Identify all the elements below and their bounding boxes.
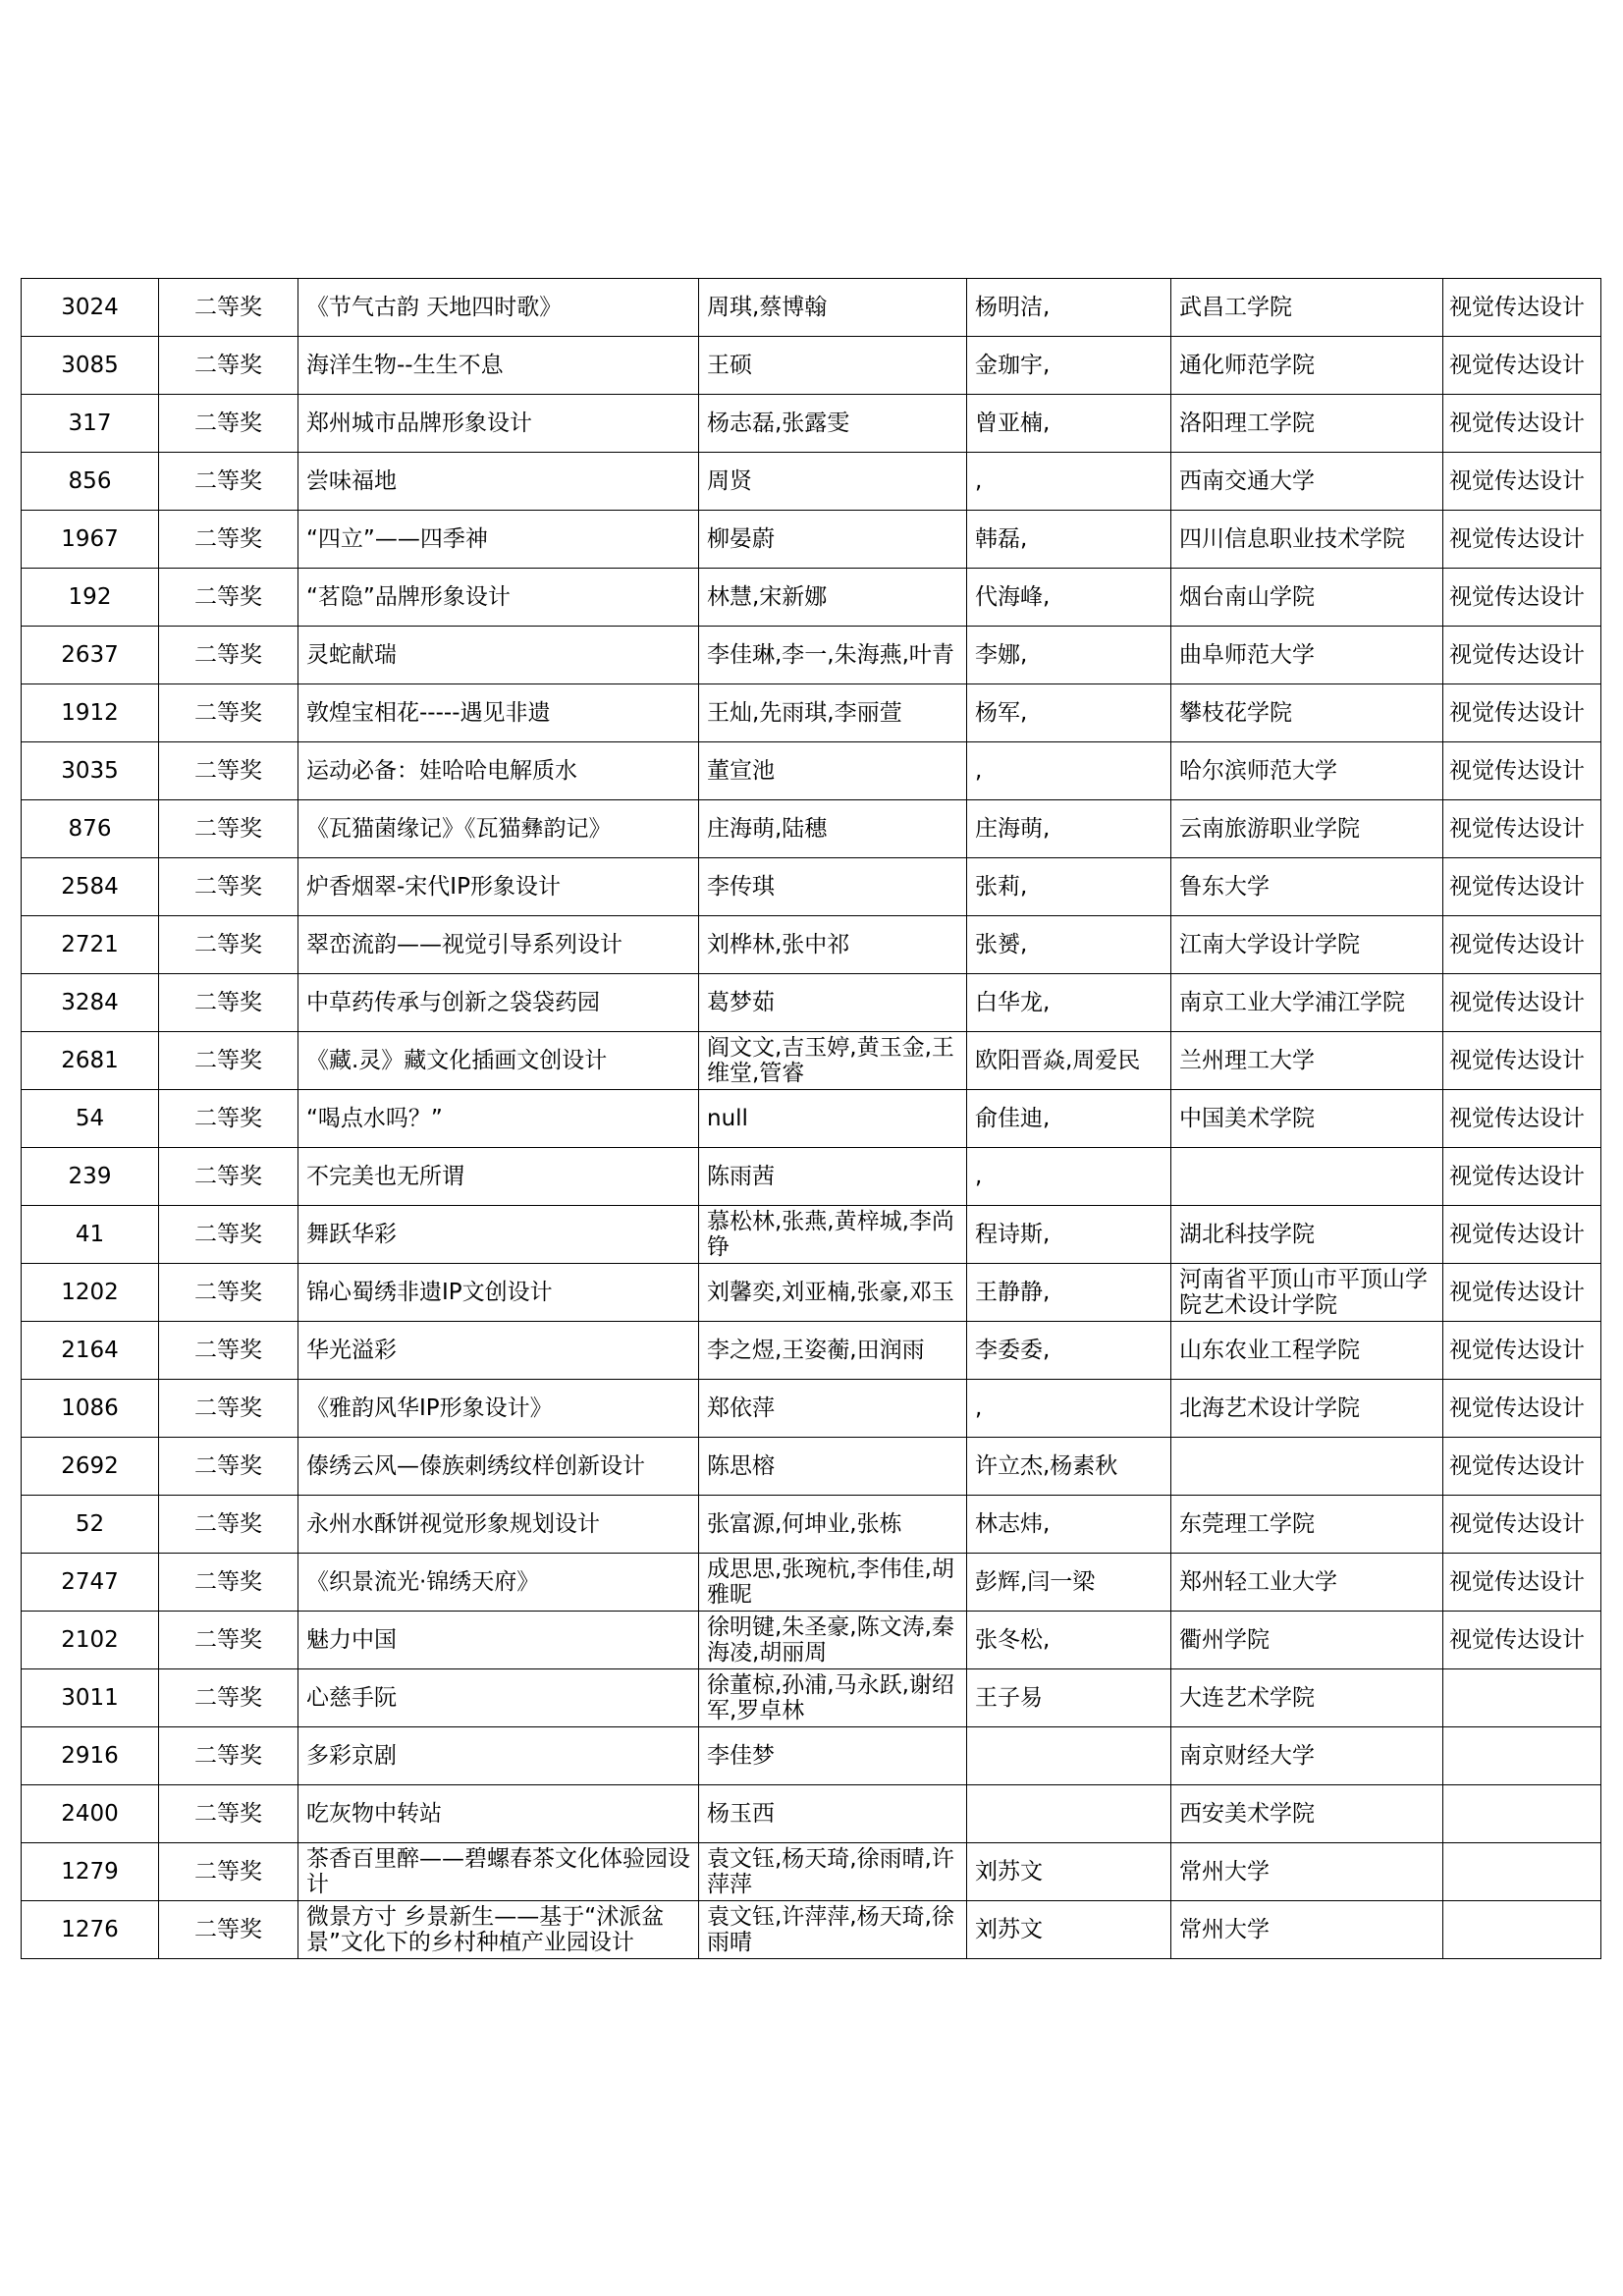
advisors-cell: 韩磊, xyxy=(967,511,1171,569)
advisors-cell: 曾亚楠, xyxy=(967,395,1171,453)
school-cell: 西安美术学院 xyxy=(1171,1785,1443,1843)
authors-cell: 葛梦茹 xyxy=(699,974,967,1032)
entry-id-cell: 3085 xyxy=(22,337,159,395)
entry-id-cell: 2916 xyxy=(22,1727,159,1785)
authors-cell: 袁文钰,杨天琦,徐雨晴,许萍萍 xyxy=(699,1843,967,1901)
authors-cell: 慕松林,张燕,黄梓城,李尚铮 xyxy=(699,1206,967,1264)
award-level-cell: 二等奖 xyxy=(159,916,298,974)
award-level-cell: 二等奖 xyxy=(159,1264,298,1322)
award-level-cell: 二等奖 xyxy=(159,1032,298,1090)
category-cell xyxy=(1443,1727,1601,1785)
category-cell: 视觉传达设计 xyxy=(1443,742,1601,800)
category-cell: 视觉传达设计 xyxy=(1443,1612,1601,1669)
school-cell: 兰州理工大学 xyxy=(1171,1032,1443,1090)
table-row xyxy=(22,453,1601,511)
advisors-cell: 张莉, xyxy=(967,858,1171,916)
table-row xyxy=(22,1669,1601,1727)
school-cell: 云南旅游职业学院 xyxy=(1171,800,1443,858)
work-title-cell: “茗隐”品牌形象设计 xyxy=(298,569,699,627)
entry-id-cell: 2584 xyxy=(22,858,159,916)
advisors-cell: 杨明洁, xyxy=(967,279,1171,337)
authors-cell: 李传琪 xyxy=(699,858,967,916)
advisors-cell: 张冬松, xyxy=(967,1612,1171,1669)
table-row xyxy=(22,1901,1601,1959)
award-level-cell: 二等奖 xyxy=(159,1496,298,1554)
category-cell: 视觉传达设计 xyxy=(1443,1380,1601,1438)
school-cell: 洛阳理工学院 xyxy=(1171,395,1443,453)
table-row xyxy=(22,395,1601,453)
award-level-cell: 二等奖 xyxy=(159,974,298,1032)
entry-id-cell: 2721 xyxy=(22,916,159,974)
work-title-cell: 魅力中国 xyxy=(298,1612,699,1669)
table-row xyxy=(22,916,1601,974)
advisors-cell: 庄海萌, xyxy=(967,800,1171,858)
advisors-cell: 杨军, xyxy=(967,684,1171,742)
authors-cell: 陈思榕 xyxy=(699,1438,967,1496)
table-row xyxy=(22,1322,1601,1380)
advisors-cell: 欧阳晋焱,周爱民 xyxy=(967,1032,1171,1090)
work-title-cell: 心慈手阮 xyxy=(298,1669,699,1727)
advisors-cell: 程诗斯, xyxy=(967,1206,1171,1264)
table-row xyxy=(22,974,1601,1032)
table-row xyxy=(22,1785,1601,1843)
work-title-cell: 永州水酥饼视觉形象规划设计 xyxy=(298,1496,699,1554)
work-title-cell: 不完美也无所谓 xyxy=(298,1148,699,1206)
category-cell: 视觉传达设计 xyxy=(1443,800,1601,858)
category-cell: 视觉传达设计 xyxy=(1443,1264,1601,1322)
authors-cell: 李佳梦 xyxy=(699,1727,967,1785)
work-title-cell: 《雅韵风华IP形象设计》 xyxy=(298,1380,699,1438)
table-row xyxy=(22,1380,1601,1438)
entry-id-cell: 1202 xyxy=(22,1264,159,1322)
award-level-cell: 二等奖 xyxy=(159,1785,298,1843)
work-title-cell: “四立”——四季神 xyxy=(298,511,699,569)
school-cell: 河南省平顶山市平顶山学院艺术设计学院 xyxy=(1171,1264,1443,1322)
category-cell: 视觉传达设计 xyxy=(1443,337,1601,395)
category-cell: 视觉传达设计 xyxy=(1443,1322,1601,1380)
authors-cell: 杨志磊,张露雯 xyxy=(699,395,967,453)
category-cell: 视觉传达设计 xyxy=(1443,1206,1601,1264)
authors-cell: 庄海萌,陆穗 xyxy=(699,800,967,858)
authors-cell: 郑依萍 xyxy=(699,1380,967,1438)
category-cell: 视觉传达设计 xyxy=(1443,684,1601,742)
work-title-cell: 《瓦猫菌缘记》《瓦猫彝韵记》 xyxy=(298,800,699,858)
school-cell: 衢州学院 xyxy=(1171,1612,1443,1669)
work-title-cell: 锦心蜀绣非遗IP文创设计 xyxy=(298,1264,699,1322)
school-cell: 鲁东大学 xyxy=(1171,858,1443,916)
award-level-cell: 二等奖 xyxy=(159,1669,298,1727)
school-cell: 常州大学 xyxy=(1171,1843,1443,1901)
category-cell: 视觉传达设计 xyxy=(1443,569,1601,627)
award-level-cell: 二等奖 xyxy=(159,453,298,511)
award-level-cell: 二等奖 xyxy=(159,742,298,800)
authors-cell: 王硕 xyxy=(699,337,967,395)
advisors-cell: 许立杰,杨素秋 xyxy=(967,1438,1171,1496)
category-cell xyxy=(1443,1901,1601,1959)
authors-cell: 李佳琳,李一,朱海燕,叶青 xyxy=(699,627,967,684)
entry-id-cell: 1279 xyxy=(22,1843,159,1901)
work-title-cell: “喝点水吗？” xyxy=(298,1090,699,1148)
category-cell: 视觉传达设计 xyxy=(1443,1090,1601,1148)
advisors-cell: 俞佳迪, xyxy=(967,1090,1171,1148)
school-cell: 山东农业工程学院 xyxy=(1171,1322,1443,1380)
table-row xyxy=(22,1090,1601,1148)
category-cell: 视觉传达设计 xyxy=(1443,974,1601,1032)
school-cell: 常州大学 xyxy=(1171,1901,1443,1959)
school-cell: 南京工业大学浦江学院 xyxy=(1171,974,1443,1032)
table-row xyxy=(22,1206,1601,1264)
table-row xyxy=(22,279,1601,337)
work-title-cell: 舞跃华彩 xyxy=(298,1206,699,1264)
category-cell: 视觉传达设计 xyxy=(1443,511,1601,569)
authors-cell: 徐董椋,孙浦,马永跃,谢绍军,罗卓林 xyxy=(699,1669,967,1727)
authors-cell: 成思思,张琬杭,李伟佳,胡雅昵 xyxy=(699,1554,967,1612)
authors-cell: 董宣池 xyxy=(699,742,967,800)
table-row xyxy=(22,684,1601,742)
advisors-cell: 张赟, xyxy=(967,916,1171,974)
award-level-cell: 二等奖 xyxy=(159,569,298,627)
award-level-cell: 二等奖 xyxy=(159,1206,298,1264)
category-cell: 视觉传达设计 xyxy=(1443,1496,1601,1554)
entry-id-cell: 54 xyxy=(22,1090,159,1148)
table-row xyxy=(22,1843,1601,1901)
entry-id-cell: 192 xyxy=(22,569,159,627)
school-cell: 大连艺术学院 xyxy=(1171,1669,1443,1727)
authors-cell: 刘馨奕,刘亚楠,张豪,邓玉 xyxy=(699,1264,967,1322)
entry-id-cell: 41 xyxy=(22,1206,159,1264)
category-cell: 视觉传达设计 xyxy=(1443,279,1601,337)
work-title-cell: 灵蛇献瑞 xyxy=(298,627,699,684)
entry-id-cell: 2102 xyxy=(22,1612,159,1669)
entry-id-cell: 2681 xyxy=(22,1032,159,1090)
award-level-cell: 二等奖 xyxy=(159,1901,298,1959)
school-cell: 哈尔滨师范大学 xyxy=(1171,742,1443,800)
school-cell: 西南交通大学 xyxy=(1171,453,1443,511)
advisors-cell: , xyxy=(967,453,1171,511)
school-cell xyxy=(1171,1148,1443,1206)
award-level-cell: 二等奖 xyxy=(159,1554,298,1612)
award-level-cell: 二等奖 xyxy=(159,1148,298,1206)
authors-cell: 袁文钰,许萍萍,杨天琦,徐雨晴 xyxy=(699,1901,967,1959)
school-cell: 通化师范学院 xyxy=(1171,337,1443,395)
school-cell: 曲阜师范大学 xyxy=(1171,627,1443,684)
school-cell xyxy=(1171,1438,1443,1496)
advisors-cell: 林志炜, xyxy=(967,1496,1171,1554)
category-cell xyxy=(1443,1843,1601,1901)
awards-table xyxy=(21,278,1601,1959)
entry-id-cell: 1967 xyxy=(22,511,159,569)
advisors-cell: , xyxy=(967,1380,1171,1438)
authors-cell: 林慧,宋新娜 xyxy=(699,569,967,627)
category-cell: 视觉传达设计 xyxy=(1443,1032,1601,1090)
advisors-cell: 彭辉,闫一梁 xyxy=(967,1554,1171,1612)
category-cell: 视觉传达设计 xyxy=(1443,627,1601,684)
advisors-cell: 刘苏文 xyxy=(967,1901,1171,1959)
table-row xyxy=(22,800,1601,858)
work-title-cell: 炉香烟翠-宋代IP形象设计 xyxy=(298,858,699,916)
category-cell: 视觉传达设计 xyxy=(1443,858,1601,916)
table-row xyxy=(22,627,1601,684)
table-row xyxy=(22,511,1601,569)
table-row xyxy=(22,1496,1601,1554)
category-cell xyxy=(1443,1669,1601,1727)
entry-id-cell: 3284 xyxy=(22,974,159,1032)
entry-id-cell: 856 xyxy=(22,453,159,511)
award-level-cell: 二等奖 xyxy=(159,858,298,916)
advisors-cell: 金珈宇, xyxy=(967,337,1171,395)
entry-id-cell: 3024 xyxy=(22,279,159,337)
award-level-cell: 二等奖 xyxy=(159,800,298,858)
authors-cell: 柳晏蔚 xyxy=(699,511,967,569)
award-level-cell: 二等奖 xyxy=(159,279,298,337)
award-level-cell: 二等奖 xyxy=(159,1843,298,1901)
table-row xyxy=(22,1727,1601,1785)
category-cell: 视觉传达设计 xyxy=(1443,395,1601,453)
table-row xyxy=(22,1148,1601,1206)
work-title-cell: 尝味福地 xyxy=(298,453,699,511)
work-title-cell: 《织景流光·锦绣天府》 xyxy=(298,1554,699,1612)
advisors-cell: , xyxy=(967,742,1171,800)
work-title-cell: 多彩京剧 xyxy=(298,1727,699,1785)
work-title-cell: 茶香百里醉——碧螺春茶文化体验园设计 xyxy=(298,1843,699,1901)
entry-id-cell: 876 xyxy=(22,800,159,858)
authors-cell: 王灿,先雨琪,李丽萱 xyxy=(699,684,967,742)
authors-cell: 刘桦林,张中祁 xyxy=(699,916,967,974)
work-title-cell: 郑州城市品牌形象设计 xyxy=(298,395,699,453)
table-row xyxy=(22,337,1601,395)
school-cell: 中国美术学院 xyxy=(1171,1090,1443,1148)
advisors-cell: 王静静, xyxy=(967,1264,1171,1322)
authors-cell: 李之煜,王姿蘅,田润雨 xyxy=(699,1322,967,1380)
school-cell: 烟台南山学院 xyxy=(1171,569,1443,627)
authors-cell: 徐明键,朱圣豪,陈文涛,秦海凌,胡丽周 xyxy=(699,1612,967,1669)
work-title-cell: 《藏.灵》藏文化插画文创设计 xyxy=(298,1032,699,1090)
award-level-cell: 二等奖 xyxy=(159,1612,298,1669)
entry-id-cell: 52 xyxy=(22,1496,159,1554)
table-row xyxy=(22,1438,1601,1496)
entry-id-cell: 2747 xyxy=(22,1554,159,1612)
entry-id-cell: 3035 xyxy=(22,742,159,800)
school-cell: 南京财经大学 xyxy=(1171,1727,1443,1785)
award-level-cell: 二等奖 xyxy=(159,1727,298,1785)
table-row xyxy=(22,1264,1601,1322)
entry-id-cell: 1276 xyxy=(22,1901,159,1959)
authors-cell: null xyxy=(699,1090,967,1148)
award-level-cell: 二等奖 xyxy=(159,511,298,569)
authors-cell: 陈雨茜 xyxy=(699,1148,967,1206)
category-cell xyxy=(1443,1785,1601,1843)
advisors-cell: 刘苏文 xyxy=(967,1843,1171,1901)
work-title-cell: 微景方寸 乡景新生——基于“沭派盆景”文化下的乡村种植产业园设计 xyxy=(298,1901,699,1959)
award-level-cell: 二等奖 xyxy=(159,1438,298,1496)
category-cell: 视觉传达设计 xyxy=(1443,1554,1601,1612)
work-title-cell: 傣绣云风—傣族刺绣纹样创新设计 xyxy=(298,1438,699,1496)
entry-id-cell: 2164 xyxy=(22,1322,159,1380)
advisors-cell: 李委委, xyxy=(967,1322,1171,1380)
work-title-cell: 吃灰物中转站 xyxy=(298,1785,699,1843)
advisors-cell: 李娜, xyxy=(967,627,1171,684)
entry-id-cell: 2400 xyxy=(22,1785,159,1843)
advisors-cell: , xyxy=(967,1148,1171,1206)
school-cell: 北海艺术设计学院 xyxy=(1171,1380,1443,1438)
school-cell: 攀枝花学院 xyxy=(1171,684,1443,742)
award-level-cell: 二等奖 xyxy=(159,395,298,453)
award-level-cell: 二等奖 xyxy=(159,684,298,742)
work-title-cell: 海洋生物--生生不息 xyxy=(298,337,699,395)
work-title-cell: 翠峦流韵——视觉引导系列设计 xyxy=(298,916,699,974)
school-cell: 郑州轻工业大学 xyxy=(1171,1554,1443,1612)
school-cell: 江南大学设计学院 xyxy=(1171,916,1443,974)
award-level-cell: 二等奖 xyxy=(159,1380,298,1438)
entry-id-cell: 1912 xyxy=(22,684,159,742)
work-title-cell: 运动必备：娃哈哈电解质水 xyxy=(298,742,699,800)
entry-id-cell: 3011 xyxy=(22,1669,159,1727)
award-level-cell: 二等奖 xyxy=(159,627,298,684)
advisors-cell: 白华龙, xyxy=(967,974,1171,1032)
table-row xyxy=(22,569,1601,627)
table-row xyxy=(22,1612,1601,1669)
work-title-cell: 华光溢彩 xyxy=(298,1322,699,1380)
authors-cell: 张富源,何坤业,张栋 xyxy=(699,1496,967,1554)
category-cell: 视觉传达设计 xyxy=(1443,453,1601,511)
entry-id-cell: 317 xyxy=(22,395,159,453)
advisors-cell: 代海峰, xyxy=(967,569,1171,627)
school-cell: 湖北科技学院 xyxy=(1171,1206,1443,1264)
work-title-cell: 敦煌宝相花-----遇见非遗 xyxy=(298,684,699,742)
authors-cell: 阎文文,吉玉婷,黄玉金,王维堂,管睿 xyxy=(699,1032,967,1090)
table-row xyxy=(22,742,1601,800)
entry-id-cell: 2637 xyxy=(22,627,159,684)
work-title-cell: 《节气古韵 天地四时歌》 xyxy=(298,279,699,337)
advisors-cell: 王子易 xyxy=(967,1669,1171,1727)
authors-cell: 周贤 xyxy=(699,453,967,511)
school-cell: 武昌工学院 xyxy=(1171,279,1443,337)
school-cell: 四川信息职业技术学院 xyxy=(1171,511,1443,569)
table-row xyxy=(22,1032,1601,1090)
advisors-cell xyxy=(967,1785,1171,1843)
authors-cell: 周琪,蔡博翰 xyxy=(699,279,967,337)
table-row xyxy=(22,858,1601,916)
category-cell: 视觉传达设计 xyxy=(1443,1438,1601,1496)
awards-table-body xyxy=(22,279,1601,1959)
entry-id-cell: 1086 xyxy=(22,1380,159,1438)
work-title-cell: 中草药传承与创新之袋袋药园 xyxy=(298,974,699,1032)
award-level-cell: 二等奖 xyxy=(159,1322,298,1380)
category-cell: 视觉传达设计 xyxy=(1443,916,1601,974)
authors-cell: 杨玉西 xyxy=(699,1785,967,1843)
entry-id-cell: 2692 xyxy=(22,1438,159,1496)
entry-id-cell: 239 xyxy=(22,1148,159,1206)
advisors-cell xyxy=(967,1727,1171,1785)
table-row xyxy=(22,1554,1601,1612)
school-cell: 东莞理工学院 xyxy=(1171,1496,1443,1554)
award-level-cell: 二等奖 xyxy=(159,1090,298,1148)
category-cell: 视觉传达设计 xyxy=(1443,1148,1601,1206)
award-level-cell: 二等奖 xyxy=(159,337,298,395)
